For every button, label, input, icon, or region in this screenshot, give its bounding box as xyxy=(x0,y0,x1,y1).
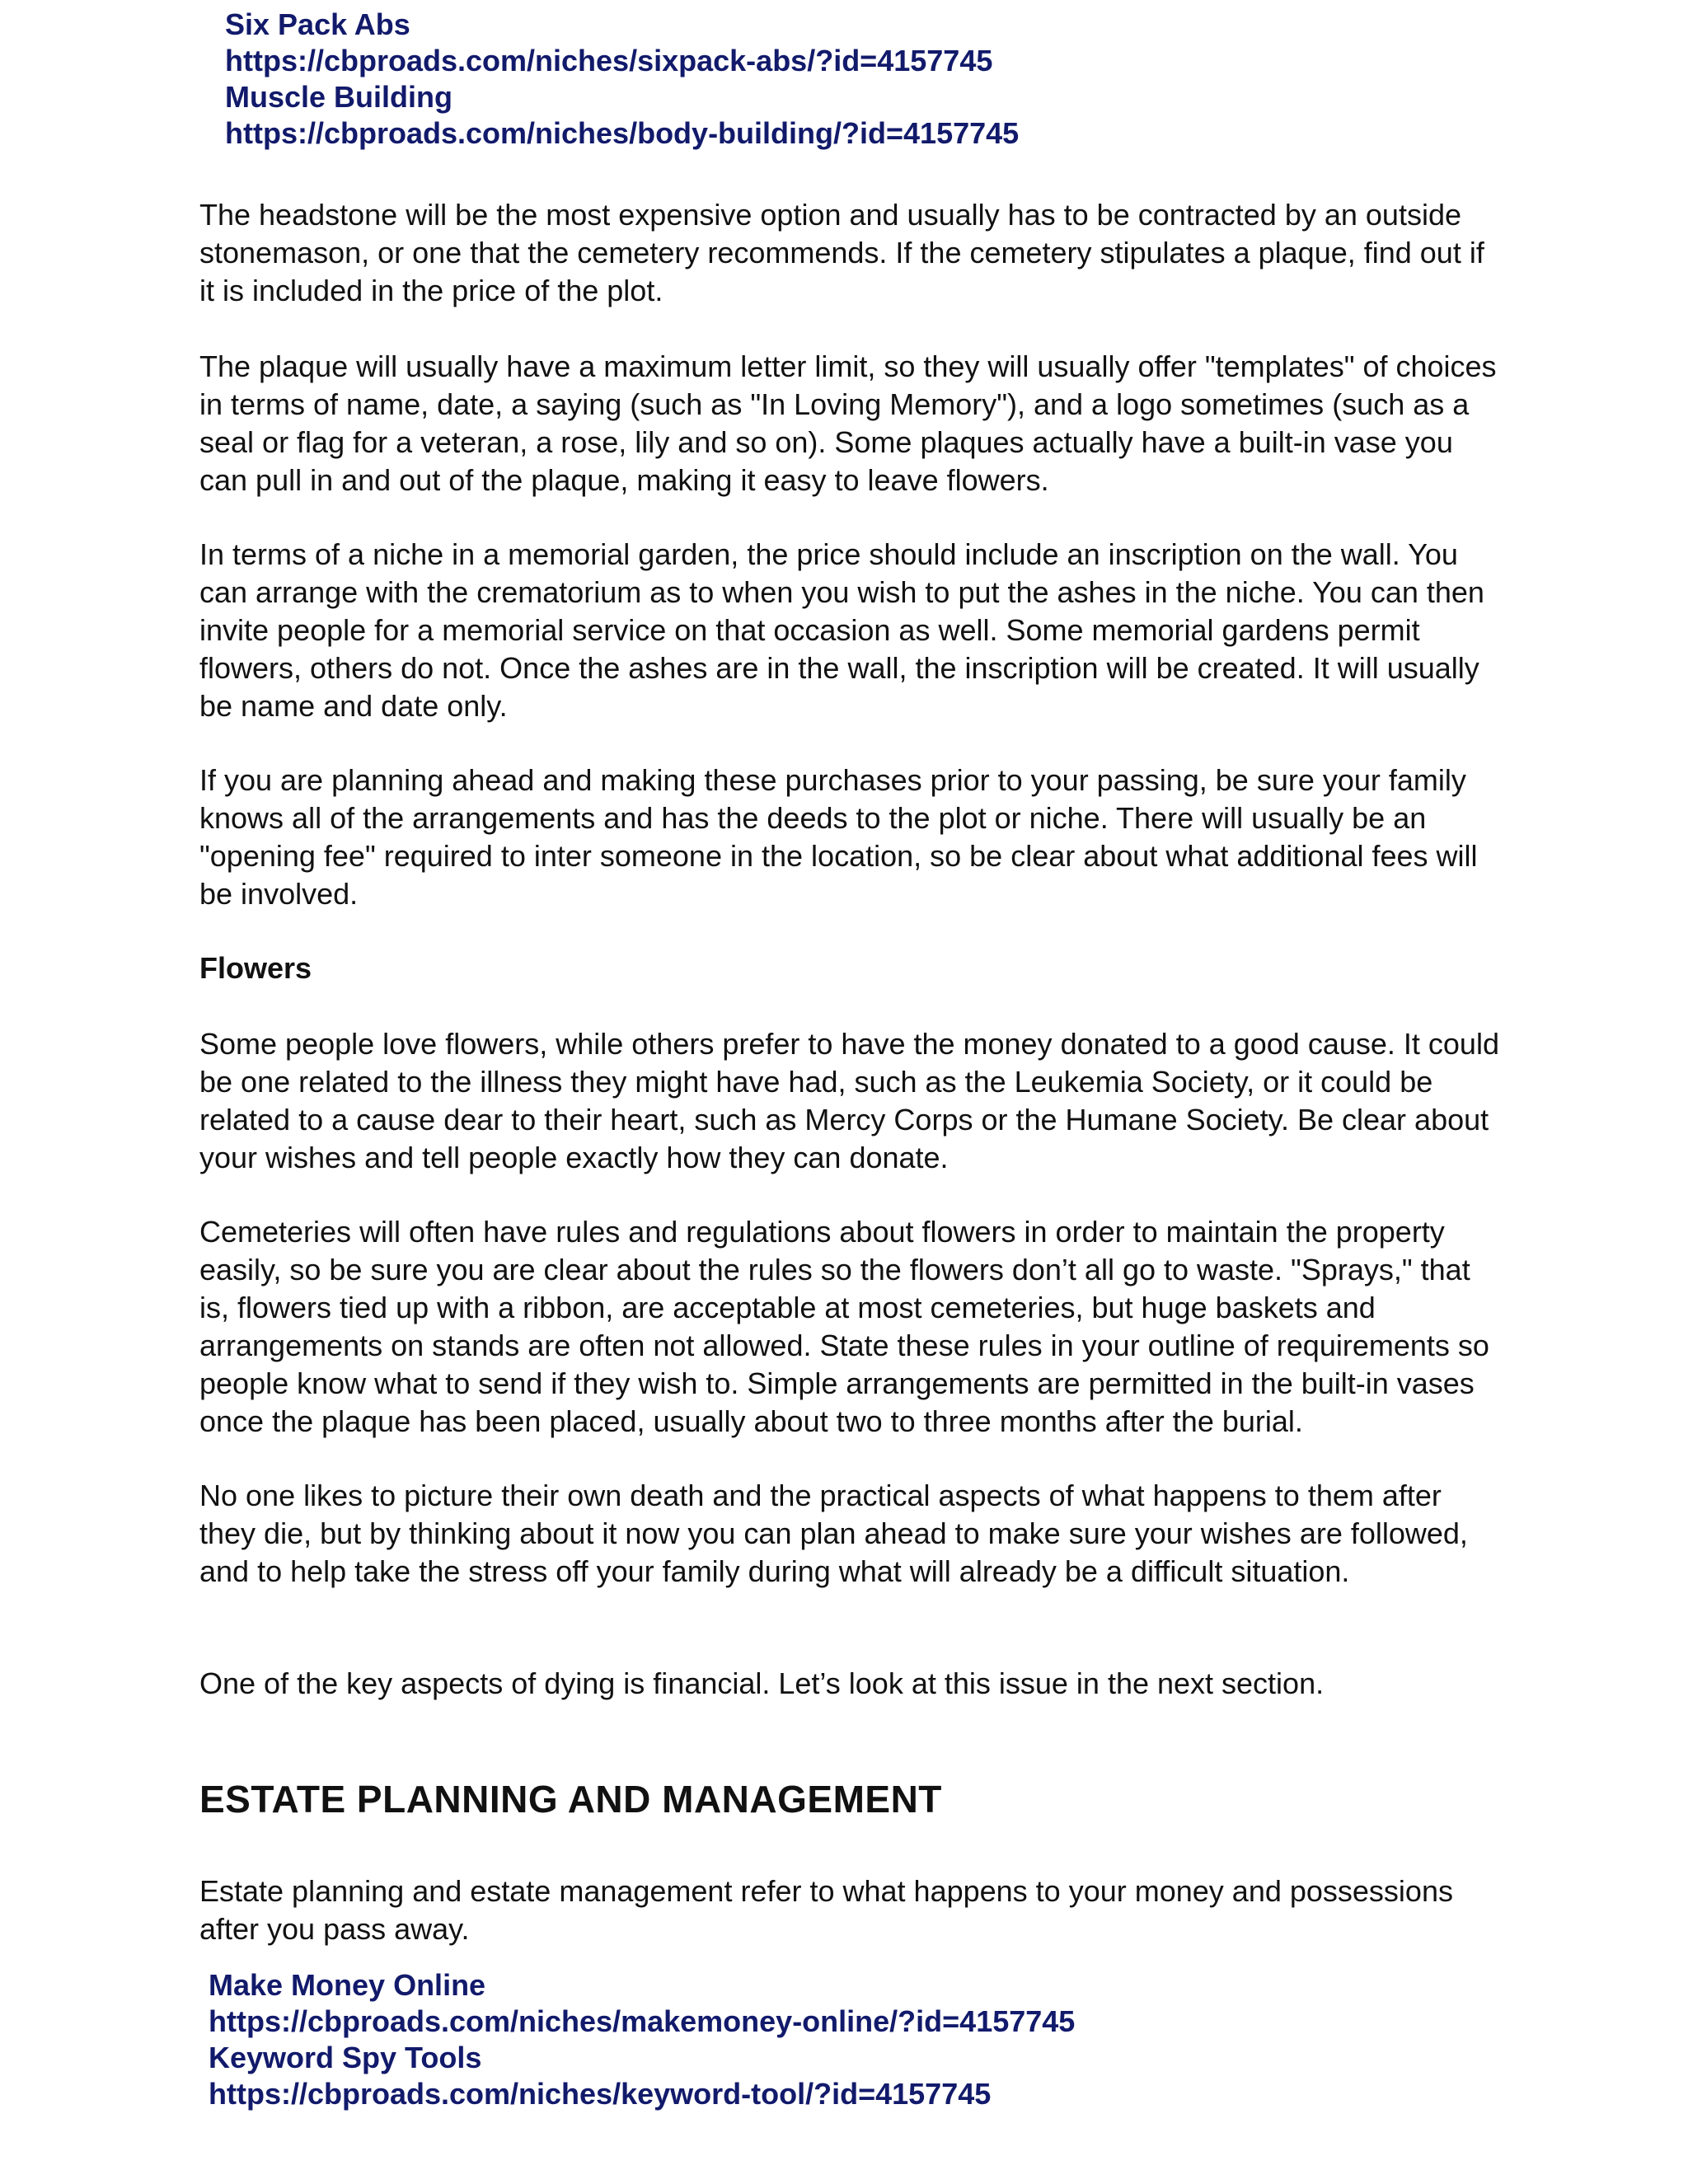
section-heading-estate-planning: ESTATE PLANNING AND MANAGEMENT xyxy=(199,1778,942,1821)
promo-link-keyword-spy-tools-url[interactable]: https://cbproads.com/niches/keyword-tool/?id=4157745 xyxy=(209,2077,992,2111)
paragraph-memorial-niche: In terms of a niche in a memorial garden, the price should include an inscription on the wall. You can arrange with the crematorium as to when you wish to put the ashes in the niche. You can then invite people for a memorial service on that occasion as well. Some memorial gardens permit flowers, others do not. Once the ashes are in the wall, the inscription will be created. It will usually be name and date only. xyxy=(199,537,1484,723)
paragraph-financial-transition: One of the key aspects of dying is financial. Let’s look at this issue in the next section. xyxy=(199,1666,1325,1700)
paragraph-planning-ahead: If you are planning ahead and making these purchases prior to your passing, be sure your family knows all of the arrangements and has the deeds to the plot or niche. There will usually be an "opening fee" required to inter someone in the location, so be clear about what additional fees will be involved. xyxy=(199,763,1478,911)
paragraph-flowers-donation: Some people love flowers, while others prefer to have the money donated to a good cause. It could be one related to the illness they might have had, such as the Leukemia Society, or it could be related to a cause dear to their heart, such as Mercy Corps or the Humane Society. Be clear about your wishes and tell people exactly how they can donate. xyxy=(199,1027,1499,1174)
promo-link-title-muscle-building: Muscle Building xyxy=(225,80,453,114)
flowers-heading: Flowers xyxy=(199,951,312,985)
promo-link-title-six-pack-abs: Six Pack Abs xyxy=(225,7,410,41)
promo-link-title-keyword-spy-tools: Keyword Spy Tools xyxy=(209,2041,482,2074)
bottom-promo-links xyxy=(209,1967,1075,2112)
promo-link-title-make-money-online: Make Money Online xyxy=(209,1968,486,2002)
paragraph-estate-intro: Estate planning and estate management refer to what happens to your money and possessions after you pass away. xyxy=(199,1874,1453,1946)
promo-link-six-pack-abs-url[interactable]: https://cbproads.com/niches/sixpack-abs/?id=4157745 xyxy=(225,44,993,77)
top-promo-links xyxy=(225,7,1019,152)
promo-link-make-money-online-url[interactable]: https://cbproads.com/niches/makemoney-online/?id=4157745 xyxy=(209,2004,1076,2038)
paragraph-headstone: The headstone will be the most expensive option and usually has to be contracted by an outside stonemason, or one that the cemetery recommends. If the cemetery stipulates a plaque, find out if it is included in the price of the plot. xyxy=(199,198,1484,307)
paragraph-plaque: The plaque will usually have a maximum letter limit, so they will usually offer "templates" of choices in terms of name, date, a saying (such as "In Loving Memory"), and a logo sometimes (such as a seal or flag for a veteran, a rose, lily and so on). Some plaques actually have a built-in vase you can pull in and out of the plaque, making it easy to leave flowers. xyxy=(199,349,1497,497)
promo-link-muscle-building-url[interactable]: https://cbproads.com/niches/body-building/?id=4157745 xyxy=(225,116,1020,150)
paragraph-picture-death: No one likes to picture their own death and the practical aspects of what happens to them after they die, but by thinking about it now you can plan ahead to make sure your wishes are followed, and to help take the stress off your family during what will already be a difficult situation. xyxy=(199,1479,1468,1588)
paragraph-cemetery-rules: Cemeteries will often have rules and regulations about flowers in order to maintain the property easily, so be sure you are clear about the rules so the flowers don’t all go to waste. "Sprays," that is, flowers tied up with a ribbon, are acceptable at most cemeteries, but huge baskets and arrangements on stands are often not allowed. State these rules in your outline of requirements so people know what to send if they wish to. Simple arrangements are permitted in the built-in vases once the plaque has been placed, usually about two to three months after the burial. xyxy=(199,1215,1489,1438)
